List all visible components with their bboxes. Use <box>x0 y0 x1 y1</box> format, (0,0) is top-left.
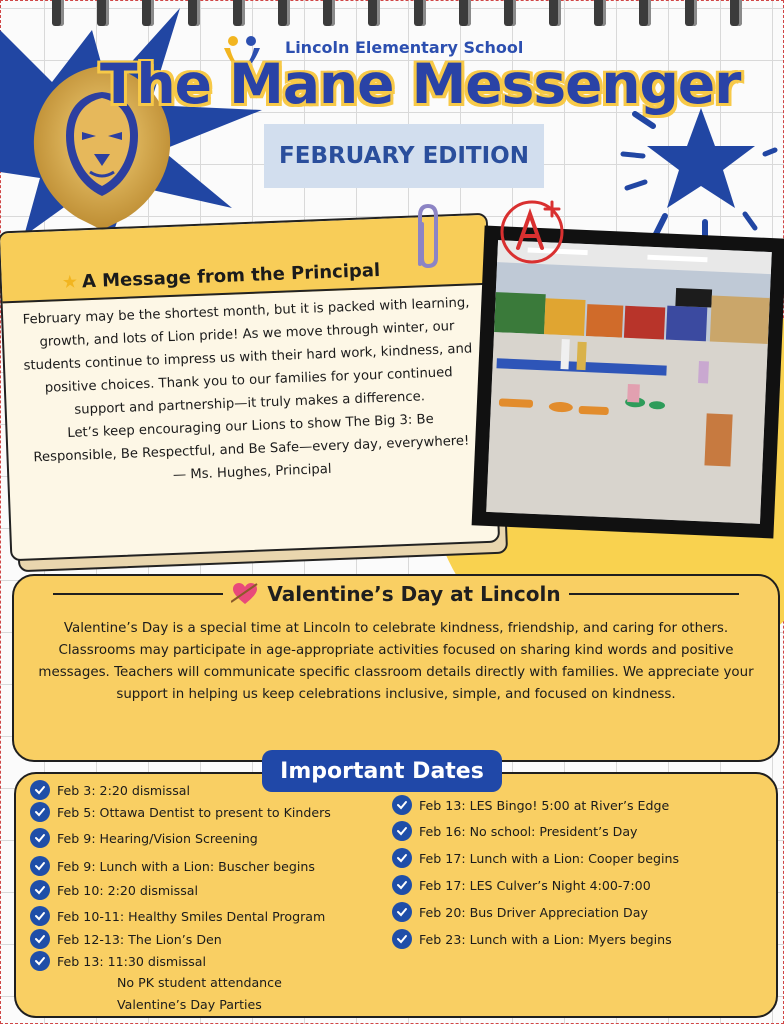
valentine-section <box>12 574 780 762</box>
date-item <box>30 828 258 848</box>
important-dates-heading: Important Dates <box>262 750 502 792</box>
date-text: Feb 9: Hearing/Vision Screening <box>57 830 258 846</box>
principal-paragraph-2: Let’s keep encouraging our Lions to show The Big 3: Be Responsible, Be Respectful, and Be Safe—every day, everywhere! <box>33 411 470 466</box>
date-item <box>392 902 648 922</box>
date-item <box>392 795 669 815</box>
date-item <box>392 875 651 895</box>
date-text: Feb 16: No school: President’s Day <box>419 823 638 839</box>
date-text: Feb 9: Lunch with a Lion: Buscher begins <box>57 858 315 874</box>
checkmark-icon <box>30 951 50 971</box>
date-text: Feb 23: Lunch with a Lion: Myers begins <box>419 931 672 947</box>
photo-image <box>486 240 772 524</box>
date-text: Feb 10: 2:20 dismissal <box>57 882 199 898</box>
date-text: Feb 13: LES Bingo! 5:00 at River’s Edge <box>419 797 670 813</box>
checkmark-icon <box>30 856 50 876</box>
newsletter-title: The Mane Messenger <box>100 52 741 116</box>
checkmark-icon <box>392 875 412 895</box>
principal-signature: — Ms. Hughes, Principal <box>172 461 332 483</box>
date-item <box>30 856 315 876</box>
heart-arrow-icon <box>231 582 259 606</box>
valentine-heading: Valentine’s Day at Lincoln <box>267 582 561 606</box>
date-text: Feb 20: Bus Driver Appreciation Day <box>419 904 648 920</box>
divider-line-left <box>53 593 223 595</box>
date-item <box>30 906 325 926</box>
date-text: Feb 13: 11:30 dismissal <box>57 953 207 969</box>
checkmark-icon <box>392 821 412 841</box>
date-text: Feb 3: 2:20 dismissal <box>57 782 191 798</box>
school-name: Lincoln Elementary School <box>285 38 524 57</box>
checkmark-icon <box>30 802 50 822</box>
checkmark-icon <box>30 880 50 900</box>
date-text: Feb 17: LES Culver’s Night 4:00-7:00 <box>419 877 651 893</box>
principal-paragraph-1: February may be the shortest month, but it is packed with learning, growth, and lots of Lion pride! As we move through winter, our students continue to impress us with their hard work, kindness, and positive choices. Thank you to our families for your continued support and partnership—it truly makes a difference. <box>22 295 473 418</box>
checkmark-icon <box>392 929 412 949</box>
date-text: Feb 12-13: The Lion’s Den <box>57 931 222 947</box>
date-subline: Valentine’s Day Parties <box>117 997 262 1012</box>
classroom-photo <box>472 226 784 539</box>
divider-line-right <box>569 593 739 595</box>
date-text: Feb 17: Lunch with a Lion: Cooper begins <box>419 850 680 866</box>
date-text: Feb 10-11: Healthy Smiles Dental Program <box>57 908 326 924</box>
date-item <box>392 848 679 868</box>
checkmark-icon <box>392 795 412 815</box>
checkmark-icon <box>30 780 50 800</box>
date-item <box>392 821 638 841</box>
valentine-body: Valentine’s Day is a special time at Lincoln to celebrate kindness, friendship, and caring for others. Classrooms may participate in age-appropriate activities focused on sharing kind words and positive messages. Teachers will communicate specific classroom details directly with families. We appreciate your support in helping us keep celebrations inclusive, simple, and focused on kindness. <box>38 621 754 702</box>
date-text: Feb 5: Ottawa Dentist to present to Kinders <box>57 804 331 820</box>
date-item <box>30 780 190 800</box>
checkmark-icon <box>392 848 412 868</box>
checkmark-icon <box>392 902 412 922</box>
checkmark-icon <box>30 828 50 848</box>
date-item <box>30 929 222 949</box>
star-emoji-icon: ★ <box>61 271 79 294</box>
date-item <box>392 929 672 949</box>
a-plus-stamp-icon <box>496 192 574 270</box>
edition-label: FEBRUARY EDITION <box>264 124 544 188</box>
principal-heading: ★ A Message from the Principal <box>61 259 381 294</box>
checkmark-icon <box>30 906 50 926</box>
date-subline: No PK student attendance <box>117 975 282 990</box>
date-item <box>30 802 331 822</box>
paper-clip-icon <box>410 202 442 272</box>
checkmark-icon <box>30 929 50 949</box>
date-item <box>30 951 206 971</box>
date-item <box>30 880 198 900</box>
